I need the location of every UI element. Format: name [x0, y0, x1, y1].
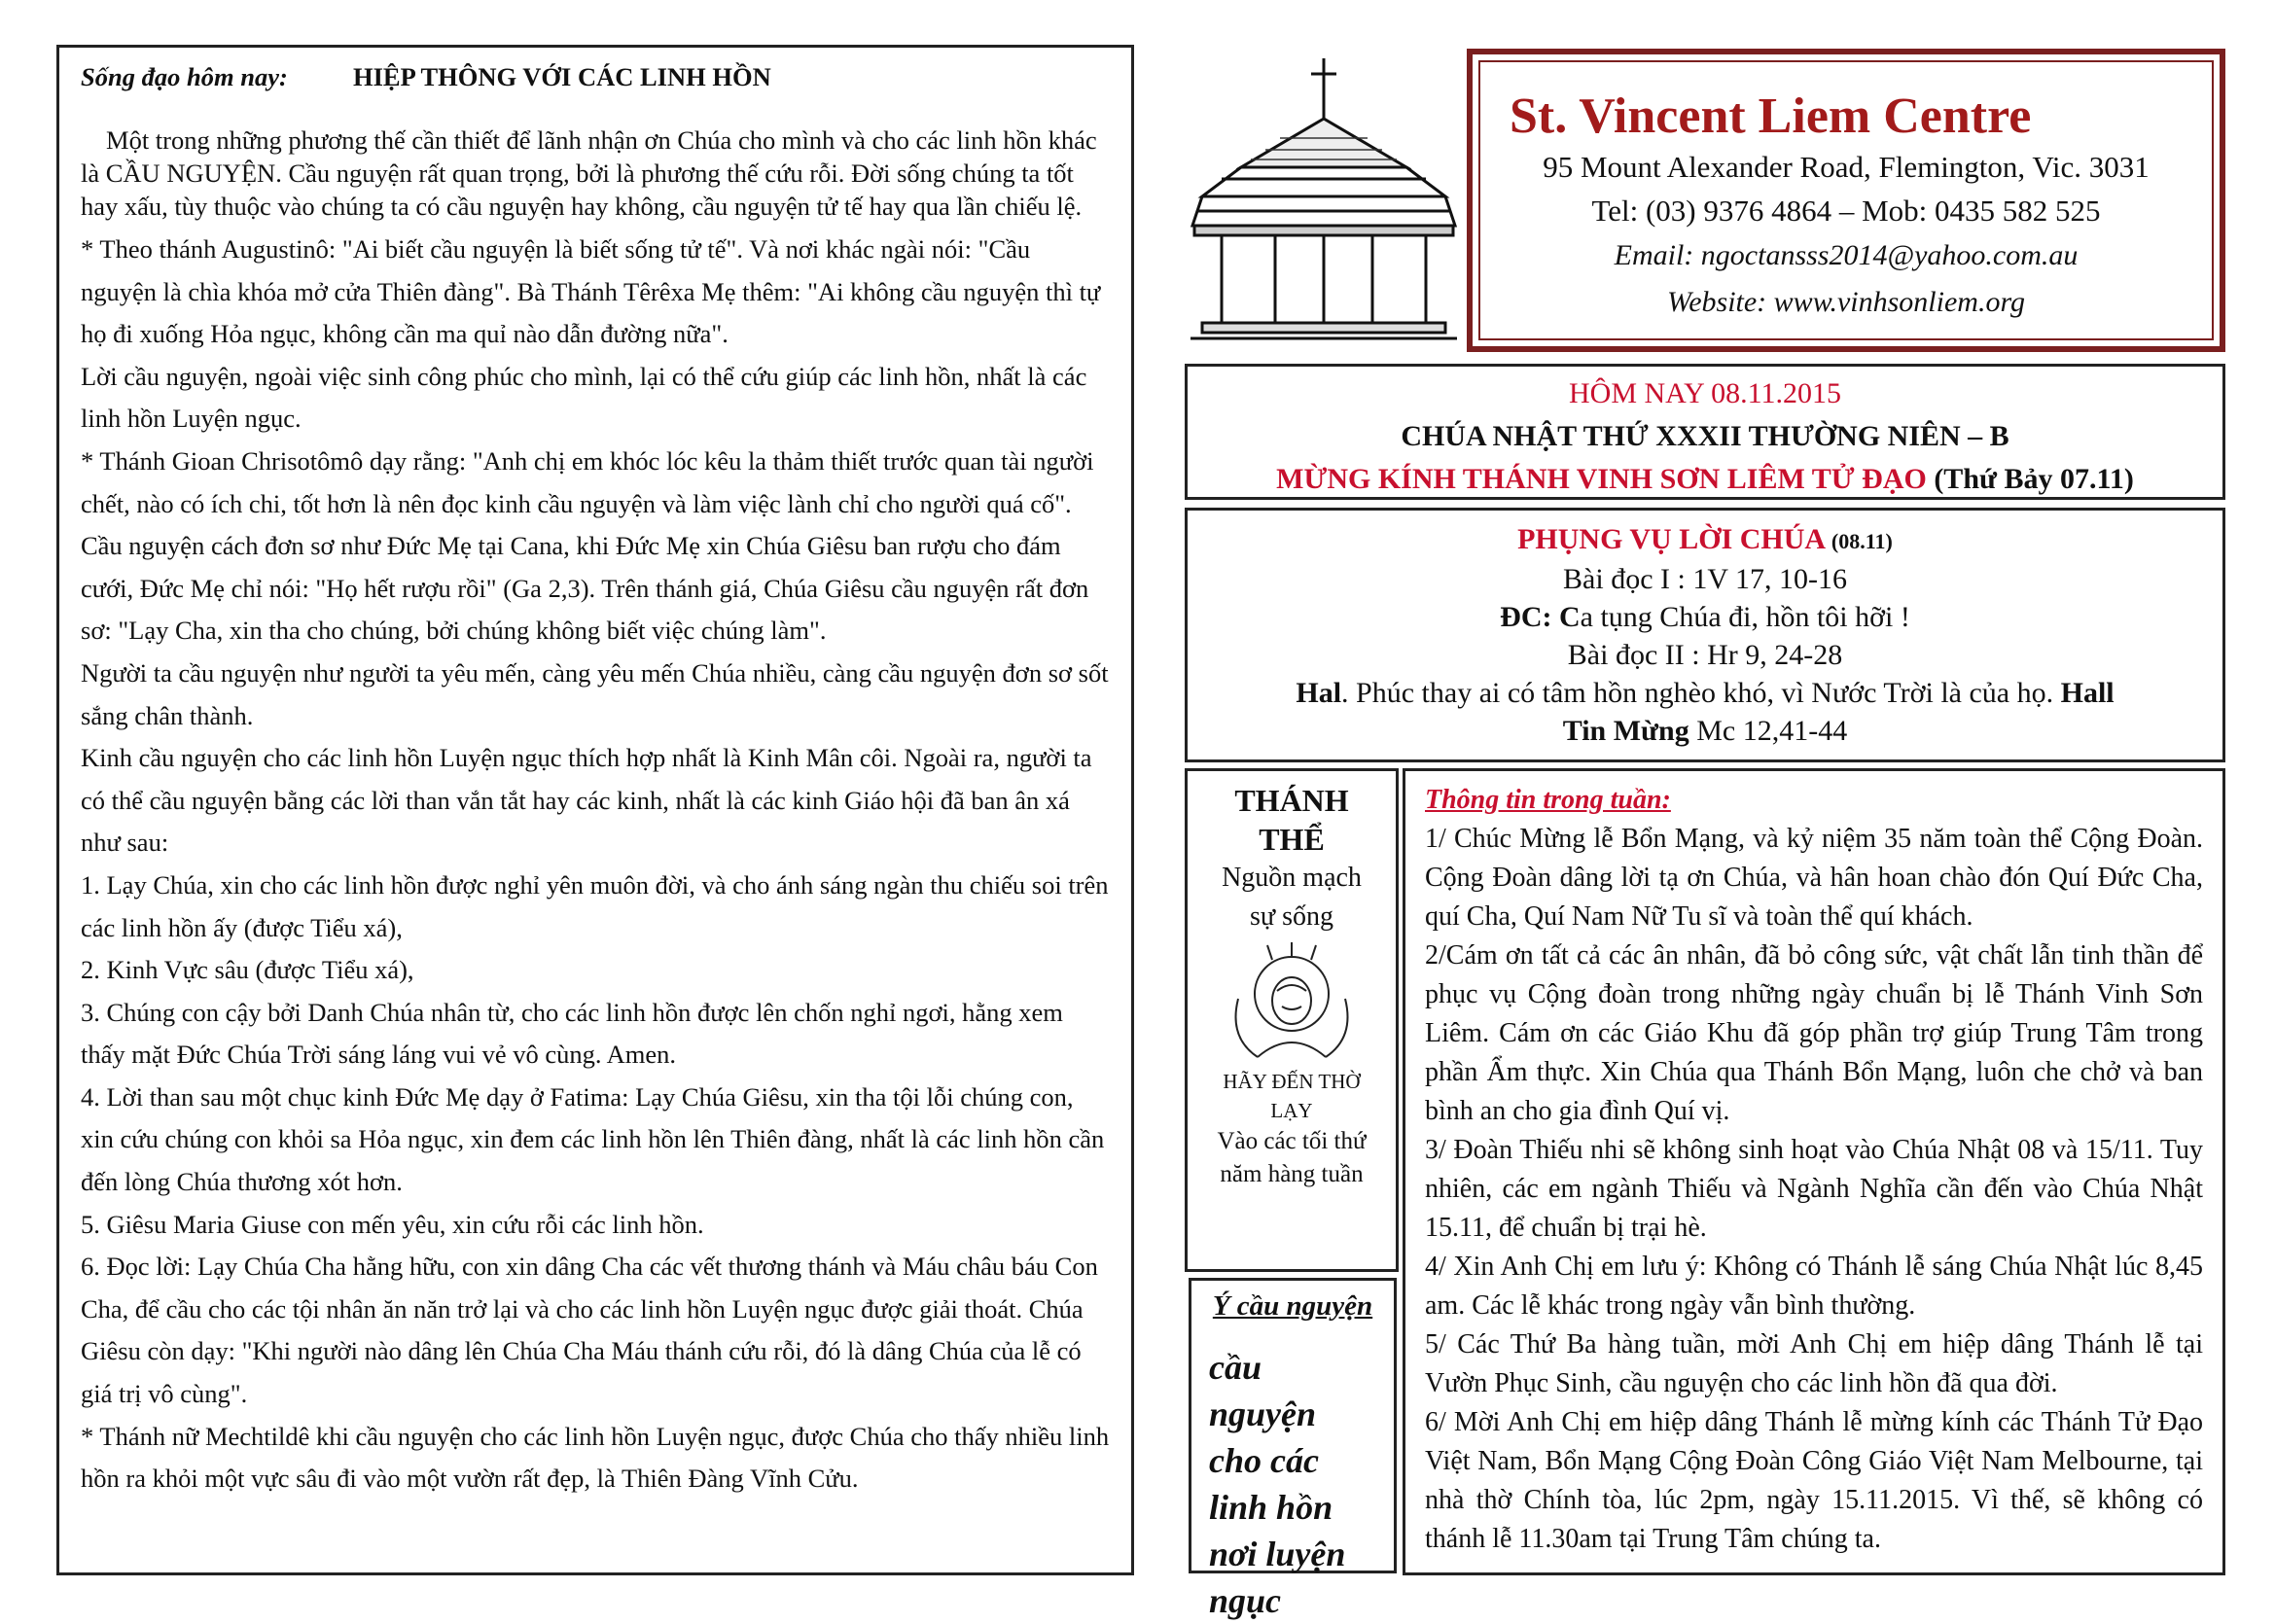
- liturgy-title: PHỤNG VỤ LỜI CHÚA: [1517, 523, 1825, 555]
- adoration-icon: [1219, 940, 1365, 1067]
- feast-date: (Thứ Bảy 07.11): [1934, 463, 2134, 495]
- article-paragraph: 2. Kinh Vực sâu (được Tiểu xá),: [81, 955, 414, 985]
- alleluia-label: Hal: [1296, 677, 1342, 709]
- eucharist-title-1: THÁNH: [1234, 783, 1349, 818]
- article-paragraph: * Thánh Gioan Chrisotômô dạy rằng: "Anh chị em khóc lóc kêu la thảm thiết trước quan tài người chết, nào có ích chi, tốt hơn là nên đọc kinh cầu nguyện và làm việc lành chỉ cho người quá cố". Cầu nguyện cách đơn sơ như Đức Mẹ tại Cana, khi Đức Mẹ xin Chúa Giêsu ban rượu cho đám cưới, Đức Mẹ chỉ nói: "Họ hết rượu rồi" (Ga 2,3). Trên thánh giá, Chúa Giêsu cầu nguyện rất đơn sơ: "Lạy Cha, xin tha cho chúng, bởi chúng không biết việc chúng làm".: [81, 445, 1094, 646]
- article-paragraph: 3. Chúng con cậy bởi Danh Chúa nhân từ, cho các linh hồn được lên chốn nghỉ ngơi, hằng xem thấy mặt Đức Chúa Trời sáng láng vui vẻ vô cùng. Amen.: [81, 997, 1063, 1070]
- alleluia-end: Hall: [2060, 677, 2115, 709]
- feast-title: MỪNG KÍNH THÁNH VINH SƠN LIÊM TỬ ĐẠO: [1276, 463, 1927, 495]
- article-paragraph: 6. Đọc lời: Lạy Chúa Cha hằng hữu, con xin dâng Cha các vết thương thánh và Máu châu báu Con Cha, để cầu cho các tội nhân ăn năn trở lại và cho các linh hồn Luyện ngục được giải thoát. Chúa Giêsu còn dạy: "Khi người nào dâng lên Chúa Cha Máu thánh cứu rỗi, đó là dâng Chúa của lễ có giá trị vô cùng".: [81, 1252, 1098, 1409]
- news-item: 2/Cám ơn tất cả các ân nhân, đã bỏ công sức, vật chất lẫn tinh thần để phục vụ Cộng đoàn trong những ngày chuẩn bị lễ Thánh Vinh Sơn Liêm. Cám ơn các Giáo Khu đã góp phần trợ giúp Trung Tâm trong phần Ẩm thực. Xin Chúa qua Thánh Bổn Mạng, luôn che chở và ban bình an cho gia đình Quí vị.: [1425, 940, 2203, 1126]
- article-paragraph: Kinh cầu nguyện cho các linh hồn Luyện ngục thích hợp nhất là Kinh Mân côi. Ngoài ra, người ta có thể cầu nguyện bằng các lời than vắn tắt hay các kinh, nhất là các kinh Giáo hội đã ban ân xá như sau:: [81, 743, 1092, 858]
- article-paragraph: 4. Lời than sau một chục kinh Đức Mẹ dạy ở Fatima: Lạy Chúa Giêsu, xin tha tội lỗi chúng con, xin cứu chúng con khỏi sa Hỏa ngục, xin đem các linh hồn lên Thiên đàng, nhất là các linh hồn cần đến lòng Chúa thương xót hơn.: [81, 1081, 1105, 1197]
- eucharist-title-2: THỂ: [1259, 822, 1325, 857]
- article-paragraph: * Theo thánh Augustinô: "Ai biết cầu nguyện là biết sống tử tế". Và nơi khác ngài nói: "Cầu nguyện là chìa khóa mở cửa Thiên đàng". Bà Thánh Têrêxa Mẹ thêm: "Ai không cầu nguyện thì tự họ đi xuống Hỏa ngục, không cần ma quỉ nào dẫn đường nữa".: [81, 234, 1101, 349]
- article-paragraph: 5. Giêsu Maria Giuse con mến yêu, xin cứu rỗi các linh hồn.: [81, 1209, 704, 1239]
- news-item: 5/ Các Thứ Ba hàng tuần, mời Anh Chị em hiệp dâng Thánh lễ tại Vườn Phục Sinh, cầu nguyện cho các linh hồn đã qua đời.: [1425, 1329, 2203, 1398]
- liturgy-box: [1185, 508, 2225, 762]
- centre-phone: Tel: (03) 9376 4864 – Mob: 0435 582 525: [1591, 194, 2101, 228]
- psalm-text: a tụng Chúa đi, hồn tôi hỡi !: [1580, 601, 1910, 633]
- article-paragraph: Lời cầu nguyện, ngoài việc sinh công phúc cho mình, lại có thể cứu giúp các linh hồn, nhất là các linh hồn Luyện ngục.: [81, 361, 1087, 434]
- prayer-intention-text: cầu nguyện cho các linh hồn nơi luyện ngục: [1209, 1348, 1346, 1620]
- news-item: 6/ Mời Anh Chị em hiệp dâng Thánh lễ mừng kính các Thánh Tử Đạo Việt Nam, Bổn Mạng Cộng Đoàn Công Giáo Việt Nam Melbourne, tại nhà thờ Chính tòa, lúc 2pm, ngày 15.11.2015. Vì thế, sẽ không có thánh lễ 11.30am tại Trung Tâm chúng ta.: [1425, 1407, 2203, 1554]
- centre-name: St. Vincent Liem Centre: [1510, 88, 2032, 144]
- eucharist-sub-2: sự sống: [1250, 901, 1333, 932]
- weekly-news-box: [1403, 768, 2225, 1575]
- reading-2: Bài đọc II : Hr 9, 24-28: [1567, 639, 1843, 671]
- gospel-label: Tin Mừng: [1562, 715, 1689, 747]
- adoration-caption-4: năm hàng tuần: [1220, 1161, 1364, 1187]
- news-item: 1/ Chúc Mừng lễ Bổn Mạng, và kỷ niệm 35 năm toàn thể Cộng Đoàn. Cộng Đoàn dâng lời tạ ơn Chúa, và hân hoan chào đón Quí Đức Cha, quí Cha, Quí Nam Nữ Tu sĩ và toàn thể quí khách.: [1425, 824, 2203, 932]
- prayer-intention-title: Ý cầu nguyện: [1212, 1290, 1373, 1322]
- article-paragraph: 1. Lạy Chúa, xin cho các linh hồn được nghỉ yên muôn đời, và cho ánh sáng ngàn thu chiếu soi trên các linh hồn ấy (được Tiểu xá),: [81, 869, 1109, 942]
- liturgy-date: (08.11): [1831, 529, 1893, 553]
- church-pavilion-icon: [1183, 51, 1465, 347]
- article-heading-title: HIỆP THÔNG VỚI CÁC LINH HỒN: [353, 62, 771, 91]
- eucharist-box: [1185, 768, 1399, 1272]
- article-column: [56, 45, 1134, 1575]
- article-intro: Một trong những phương thế cần thiết để lãnh nhận ơn Chúa cho mình và cho các linh hồn khác là CẦU NGUYỆN. Cầu nguyện rất quan trọng, bởi là phương thế cứu rỗi. Đời sống chúng ta tốt hay xấu, tùy thuộc vào chúng ta có cầu nguyện hay không, cầu nguyện tử tế hay qua lần chiếu lệ.: [81, 125, 1097, 221]
- centre-header: [1467, 49, 2225, 352]
- eucharist-sub-1: Nguồn mạch: [1222, 863, 1362, 893]
- alleluia-text: . Phúc thay ai có tâm hồn nghèo khó, vì Nước Trời là của họ.: [1341, 677, 2054, 709]
- date-box: [1185, 364, 2225, 500]
- article-heading-label: Sống đạo hôm nay:: [81, 62, 288, 91]
- weekly-news-title: Thông tin trong tuần:: [1425, 785, 1671, 815]
- article-heading: [81, 57, 1110, 96]
- article-paragraph: Người ta cầu nguyện như người ta yêu mến, càng yêu mến Chúa nhiều, càng cầu nguyện đơn sơ sốt sắng chân thành.: [81, 657, 1109, 730]
- sunday-title: CHÚA NHẬT THỨ XXXII THƯỜNG NIÊN – B: [1401, 420, 2009, 452]
- today-date: HÔM NAY 08.11.2015: [1568, 377, 1842, 409]
- centre-website: Website: www.vinhsonliem.org: [1666, 286, 2026, 318]
- centre-address: 95 Mount Alexander Road, Flemington, Vic. 3031: [1543, 150, 2150, 184]
- article-paragraph: * Thánh nữ Mechtildê khi cầu nguyện cho các linh hồn Luyện ngục, được Chúa cho thấy nhiều linh hồn ra khỏi một vực sâu đi vào một vườn rất đẹp, là Thiên Đàng Vĩnh Cửu.: [81, 1421, 1110, 1494]
- gospel-ref: Mc 12,41-44: [1688, 715, 1848, 747]
- prayer-intention-box: [1189, 1278, 1397, 1620]
- adoration-caption-2: LẠY: [1270, 1099, 1313, 1122]
- adoration-caption-1: HÃY ĐẾN THỜ: [1223, 1070, 1361, 1093]
- reading-1: Bài đọc I : 1V 17, 10-16: [1563, 563, 1847, 595]
- news-item: 4/ Xin Anh Chị em lưu ý: Không có Thánh lễ sáng Chúa Nhật lúc 8,45 am. Các lễ khác trong ngày vẫn bình thường.: [1425, 1252, 2203, 1321]
- adoration-caption-3: Vào các tối thứ: [1217, 1128, 1367, 1154]
- centre-email: Email: ngoctansss2014@yahoo.com.au: [1614, 239, 2079, 271]
- news-item: 3/ Đoàn Thiếu nhi sẽ không sinh hoạt vào Chúa Nhật 08 và 15/11. Tuy nhiên, các em ngành Thiếu và Ngành Nghĩa cần đến vào Chúa Nhật 15.11, để chuẩn bị trại hè.: [1425, 1135, 2203, 1243]
- psalm-label: ĐC: C: [1500, 601, 1581, 633]
